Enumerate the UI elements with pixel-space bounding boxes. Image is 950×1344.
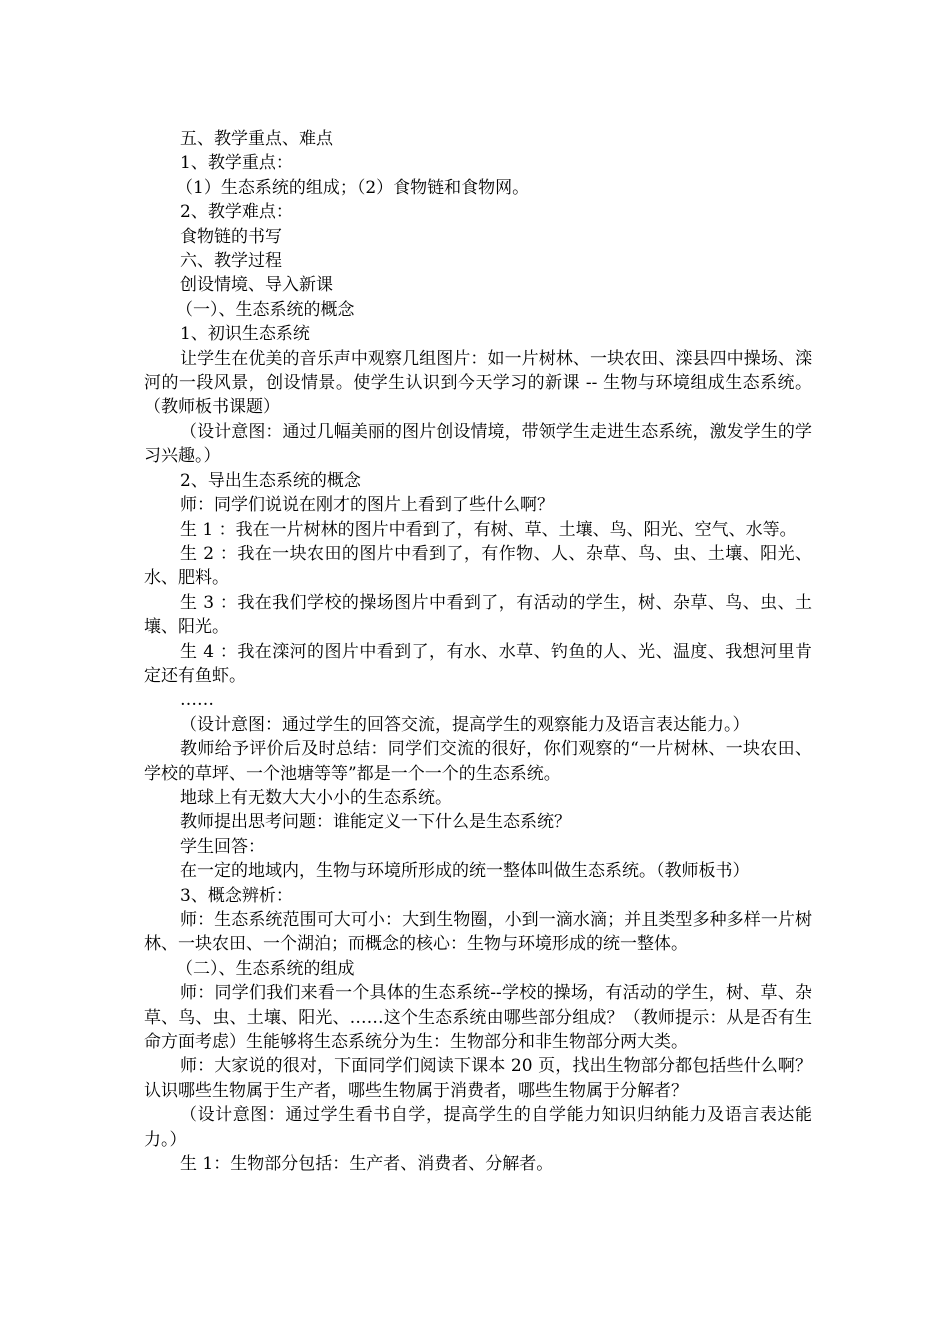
paragraph: 生 4 ：我在滦河的图片中看到了，有水、水草、钓鱼的人、光、温度、我想河里肯定还有鱼虾。 bbox=[144, 641, 812, 686]
paragraph: 教师给予评价后及时总结：同学们交流的很好，你们观察的“一片树林、一块农田、学校的草坪、一个池塘等等”都是一个一个的生态系统。 bbox=[144, 739, 812, 784]
paragraph: 生 3 ：我在我们学校的操场图片中看到了，有活动的学生，树、杂草、鸟、虫、土壤、阳光。 bbox=[144, 592, 812, 638]
paragraph: 在一定的地域内，生物与环境所形成的统一整体叫做生态系统。（教师板书） bbox=[180, 861, 750, 882]
paragraph: 师：生态系统范围可大可小：大到生物圈，小到一滴水滴；并且类型多种多样一片树林、一块农田、一个湖泊；而概念的核心：生物与环境形成的统一整体。 bbox=[144, 910, 812, 955]
paragraph: 学生回答： bbox=[180, 836, 265, 857]
paragraph: （设计意图：通过学生看书自学，提高学生的自学能力知识归纳能力及语言表达能力。） bbox=[144, 1105, 812, 1150]
subheading: 1、初识生态系统 bbox=[180, 324, 310, 345]
subheading-difficulty: 2、教学难点： bbox=[180, 202, 293, 223]
paragraph: 生 2 ：我在一块农田的图片中看到了，有作物、人、杂草、鸟、虫、土壤、阳光、水、肥料。 bbox=[144, 543, 812, 589]
paragraph: 地球上有无数大大小小的生态系统。 bbox=[180, 787, 452, 808]
subheading: 3、概念辨析： bbox=[180, 885, 293, 906]
paragraph: 让学生在优美的音乐声中观察几组图片：如一片树林、一块农田、滦县四中操场、滦河的一段风景，创设情景。使学生认识到今天学习的新课 -- 生物与环境组成生态系统。（教师板书课题） bbox=[144, 348, 812, 418]
paragraph: 生 1：生物部分包括：生产者、消费者、分解者。 bbox=[180, 1154, 554, 1175]
paragraph: （设计意图：通过几幅美丽的图片创设情境，带领学生走进生态系统，激发学生的学习兴趣。） bbox=[144, 421, 812, 467]
paragraph: 师：大家说的很对，下面同学们阅读下课本 20 页，找出生物部分都包括些什么啊？认识哪些生物属于生产者，哪些生物属于消费者，哪些生物属于分解者？ bbox=[144, 1056, 812, 1101]
subheading-key-point: 1、教学重点： bbox=[180, 153, 293, 174]
paragraph: 师：同学们说说在刚才的图片上看到了些什么啊？ bbox=[180, 495, 554, 516]
subheading: 2、导出生态系统的概念 bbox=[180, 470, 361, 491]
paragraph: 师：同学们我们来看一个具体的生态系统--学校的操场，有活动的学生，树、草、杂草、鸟、虫、土壤、阳光、……这个生态系统由哪些部分组成？（教师提示：从是否有生命方面考虑）生能够将生态系统分为生：生物部分和非生物部分两大类。 bbox=[144, 983, 812, 1053]
section-heading: （一）、生态系统的概念 bbox=[176, 299, 355, 320]
paragraph: （设计意图：通过学生的回答交流，提高学生的观察能力及语言表达能力。） bbox=[180, 714, 750, 735]
ellipsis: …… bbox=[180, 690, 214, 711]
paragraph: 创设情境、导入新课 bbox=[180, 275, 333, 296]
section-heading: （二）、生态系统的组成 bbox=[176, 958, 355, 979]
document-body bbox=[144, 127, 812, 1176]
paragraph: 食物链的书写 bbox=[180, 226, 282, 247]
paragraph: （1）生态系统的组成；（2）食物链和食物网。 bbox=[176, 177, 530, 198]
paragraph: 生 1 ：我在一片树林的图片中看到了，有树、草、土壤、鸟、阳光、空气、水等。 bbox=[180, 519, 797, 540]
paragraph: 教师提出思考问题：谁能定义一下什么是生态系统？ bbox=[180, 812, 571, 833]
heading-key-points: 五、教学重点、难点 bbox=[180, 129, 333, 149]
heading-teaching-process: 六、教学过程 bbox=[180, 251, 282, 272]
